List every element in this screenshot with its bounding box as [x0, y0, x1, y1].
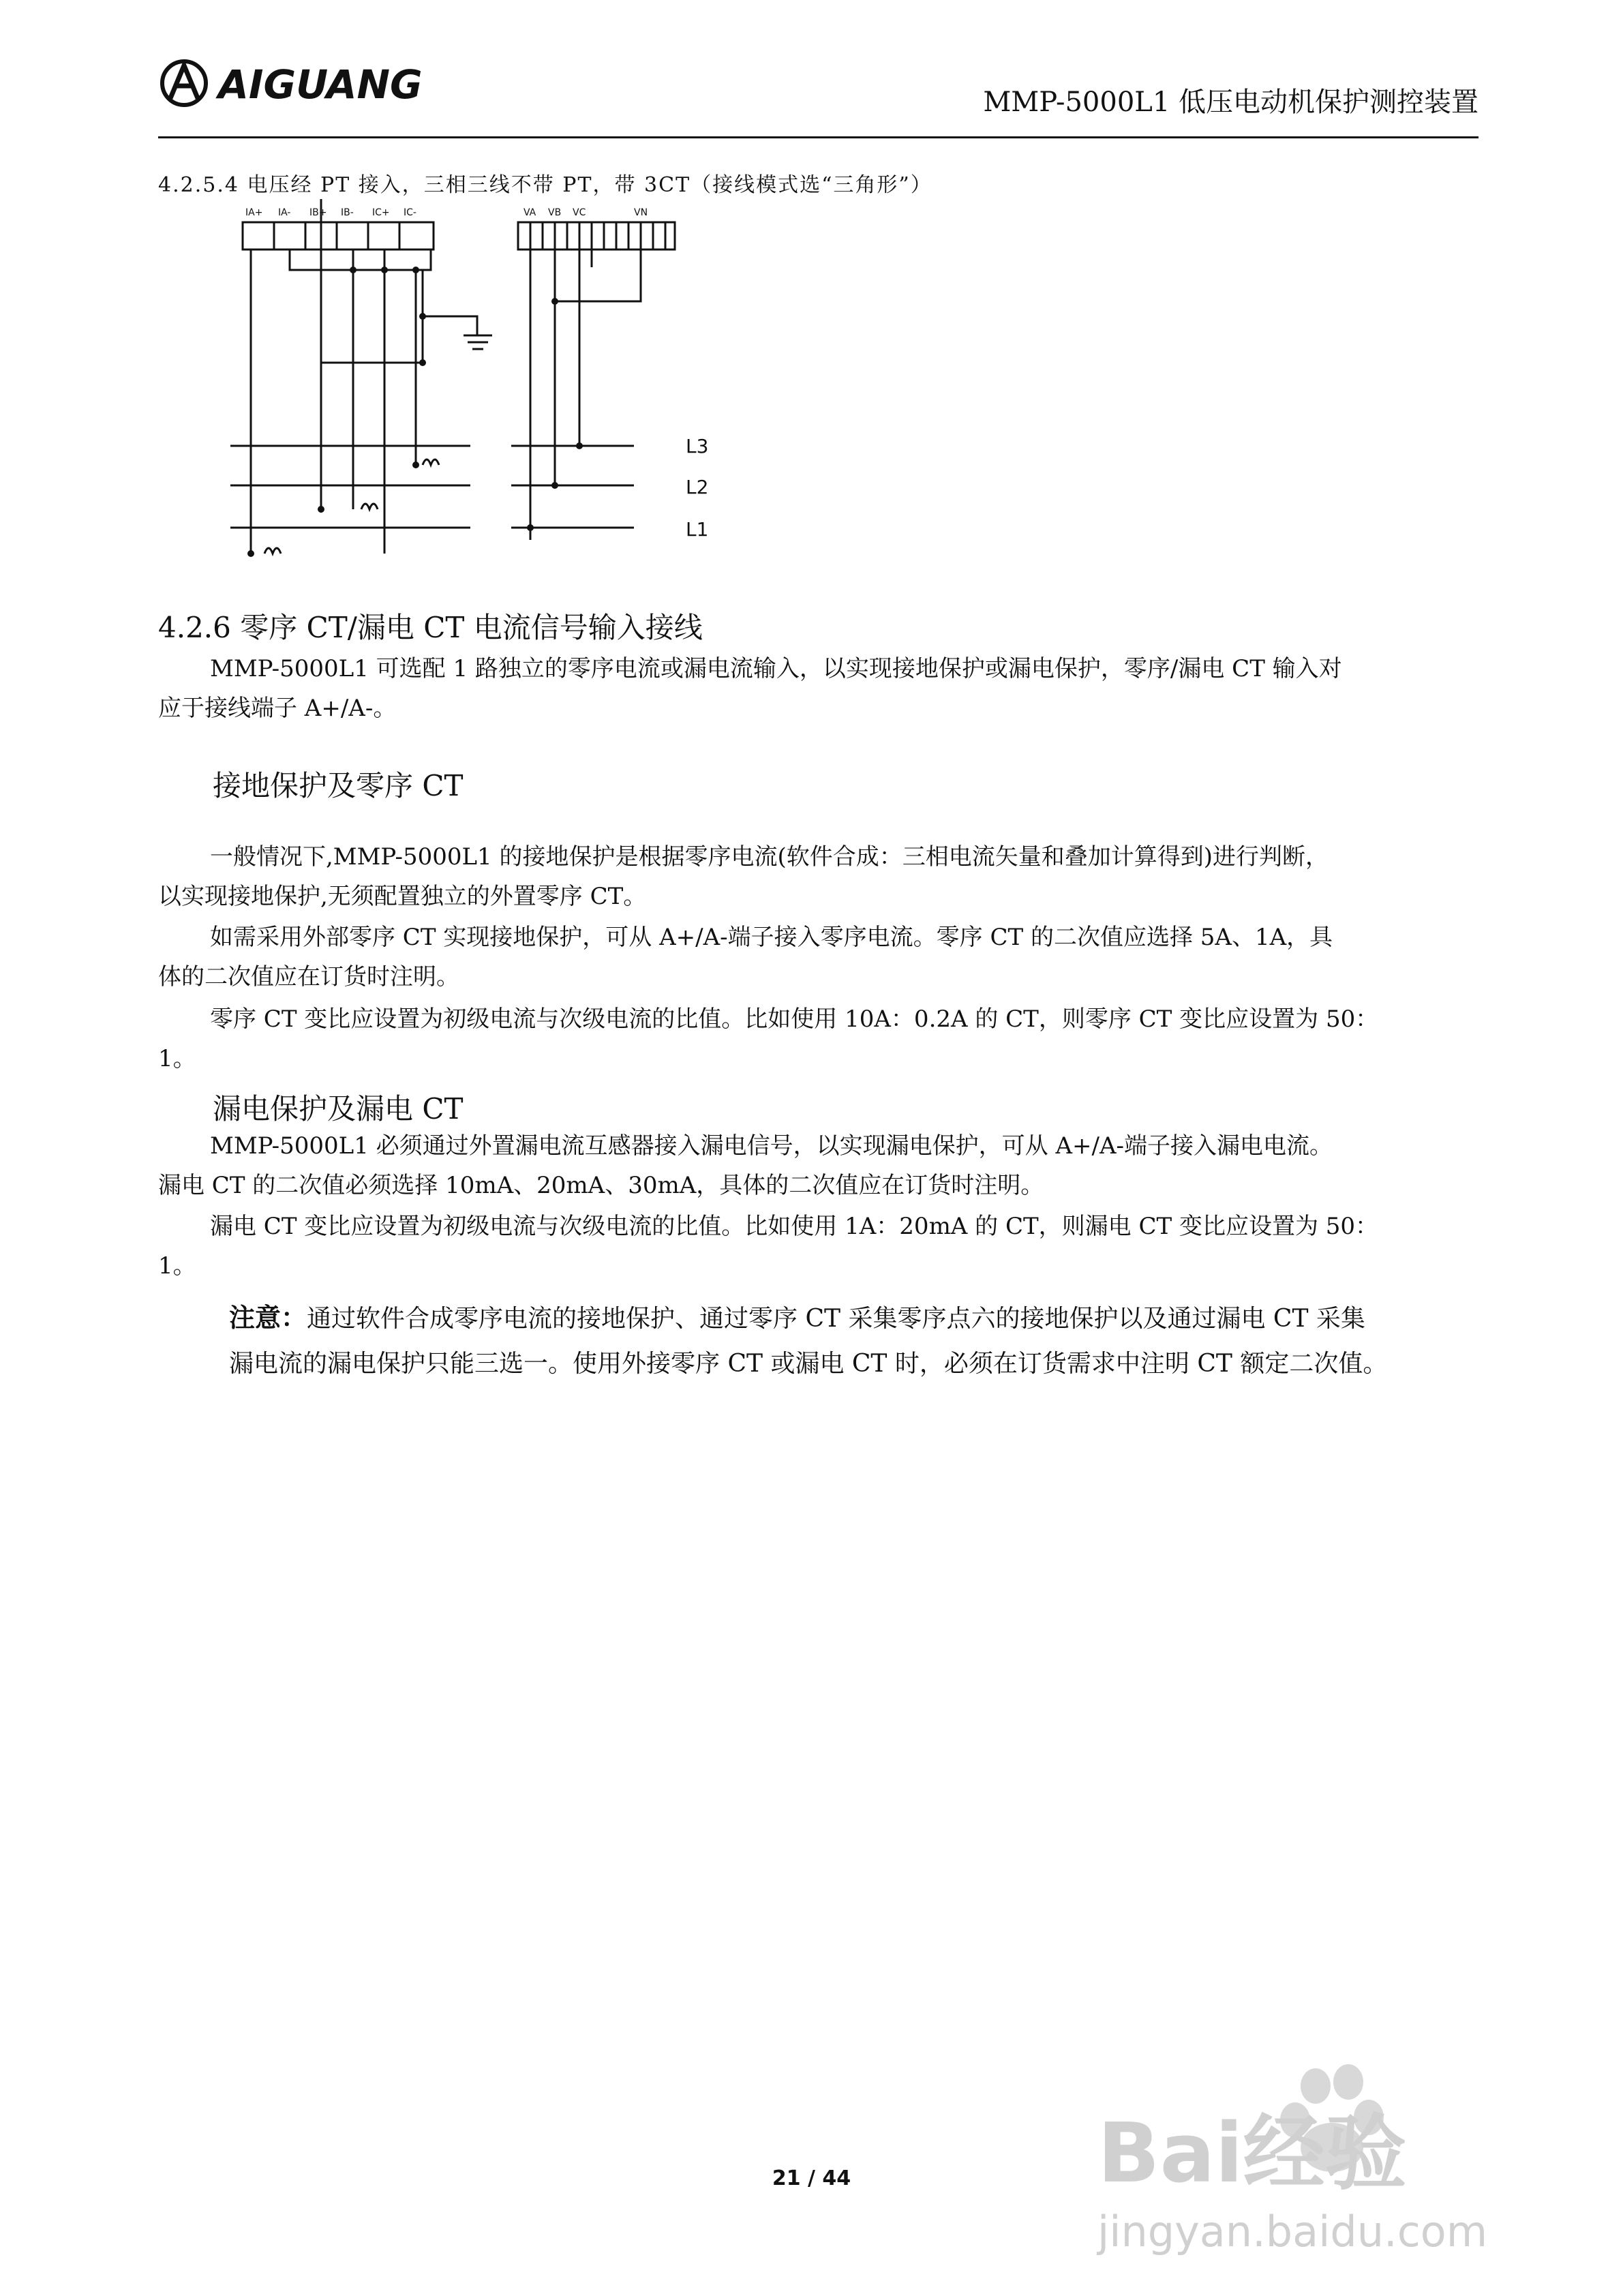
- phase-label-l1: L1: [686, 518, 709, 541]
- section-intro: [158, 649, 1478, 728]
- wiring-diagram: [225, 199, 743, 567]
- vt-terminal-label: VC: [573, 207, 586, 218]
- logo-wordmark: AIGUANG: [218, 61, 423, 108]
- leakage-heading: 漏电保护及漏电 CT: [213, 1092, 464, 1126]
- document-header-title: MMP-5000L1 低压电动机保护测控装置: [983, 87, 1478, 118]
- note-label: 注意：: [229, 1303, 307, 1333]
- ct-terminal-label: IB-: [341, 207, 354, 218]
- ct-terminal-label: IA+: [245, 207, 263, 218]
- vt-terminal-label: VA: [524, 207, 536, 218]
- ct-terminal-block: [243, 222, 434, 250]
- logo-a-mark: [170, 65, 198, 98]
- grounding-para-2: 如需采用外部零序 CT 实现接地保护，可从 A+/A-端子接入零序电流。零序 CT 的二次值应选择 5A、1A，具 体的二次值应在订货时注明。: [158, 924, 1333, 991]
- page-number: 21 / 44: [772, 2166, 851, 2190]
- section-title: 4.2.6 零序 CT/漏电 CT 电流信号输入接线: [158, 611, 703, 644]
- grounding-para-1: 一般情况下,MMP-5000L1 的接地保护是根据零序电流(软件合成：三相电流矢量和叠加计算得到)进行判断， 以实现接地保护,无须配置独立的外置零序 CT。: [158, 843, 1329, 910]
- vt-terminal-label: VB: [548, 207, 562, 218]
- intro-line: 应于接线端子 A+/A-。: [158, 695, 397, 722]
- watermark-url: jingyan.baidu.com: [1097, 2207, 1488, 2256]
- phase-label-l3: L3: [686, 435, 709, 457]
- ct-terminal-label: IC+: [372, 207, 390, 218]
- leakage-para-1: MMP-5000L1 必须通过外置漏电流互感器接入漏电信号，以实现漏电保护，可从 A+/A-端子接入漏电电流。 漏电 CT 的二次值必须选择 10mA、20mA、30mA，具体的二次值应在订货时注明。: [158, 1132, 1333, 1199]
- paw-toe-icon: [1301, 2068, 1331, 2104]
- phase-label-l2: L2: [686, 476, 709, 498]
- ct-terminal-label: IA-: [278, 207, 291, 218]
- grounding-heading: 接地保护及零序 CT: [213, 769, 464, 802]
- ct-terminal-label: IC-: [404, 207, 416, 218]
- grounding-para-3: 零序 CT 变比应设置为初级电流与次级电流的比值。比如使用 10A：0.2A 的 CT，则零序 CT 变比应设置为 50： 1。: [158, 1006, 1379, 1072]
- intro-line: MMP-5000L1 可选配 1 路独立的零序电流或漏电流输入，以实现接地保护或漏电保护，零序/漏电 CT 输入对: [210, 655, 1342, 682]
- subsection-title: 4.2.5.4 电压经 PT 接入，三相三线不带 PT，带 3CT（接线模式选“三角形”）: [158, 173, 932, 197]
- ct-coil-b: [361, 504, 378, 509]
- baidu-watermark: [1091, 2052, 1554, 2270]
- leakage-para-2: 漏电 CT 变比应设置为初级电流与次级电流的比值。比如使用 1A：20mA 的 CT，则漏电 CT 变比应设置为 50： 1。: [158, 1213, 1379, 1280]
- ct-coil-a: [264, 548, 281, 554]
- watermark-logo-text: Bai经验: [1097, 2106, 1407, 2201]
- ct-coil-c: [423, 459, 439, 465]
- brand-logo: [158, 56, 458, 110]
- note-block: 注意：通过软件合成零序电流的接地保护、通过零序 CT 采集零序点六的接地保护以及通过漏电 CT 采集 漏电流的漏电保护只能三选一。使用外接零序 CT 或漏电 CT 时，必须在订货需求中注明 CT 额定二次值。: [229, 1303, 1388, 1378]
- vt-terminal-label: VN: [634, 207, 648, 218]
- header-divider: [158, 136, 1478, 138]
- ct-terminal-label: IB+: [309, 207, 327, 218]
